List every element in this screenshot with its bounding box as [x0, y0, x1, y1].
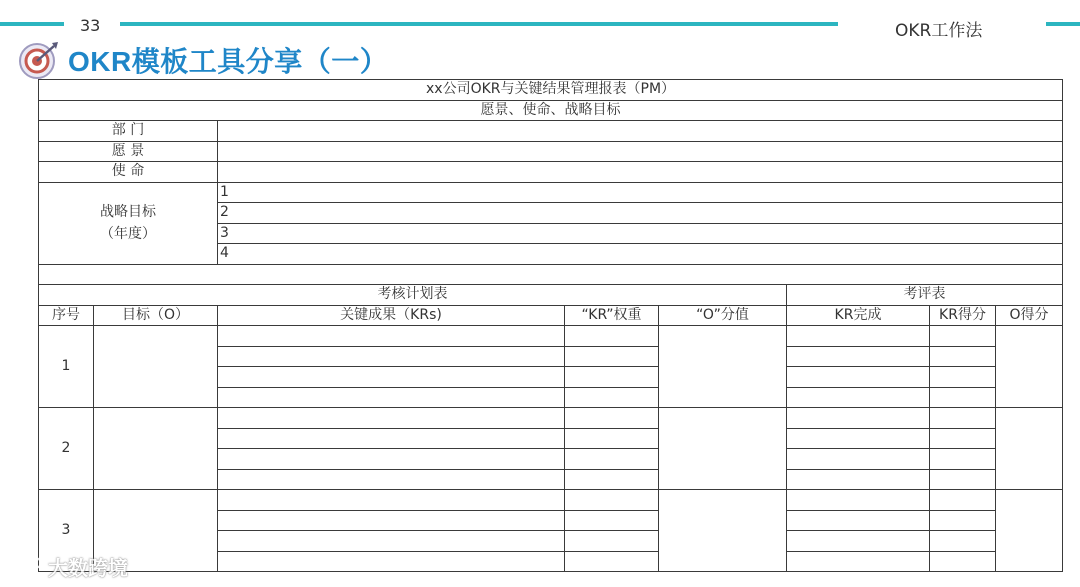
kr-weight-cell[interactable]	[565, 428, 659, 449]
key-result-cell[interactable]	[218, 367, 565, 388]
kr-weight-cell[interactable]	[565, 510, 659, 531]
header-line-right	[1046, 22, 1080, 26]
kr-weight-cell[interactable]	[565, 326, 659, 347]
col-header-o-value: “O”分值	[659, 305, 787, 326]
watermark	[8, 552, 128, 581]
kr-weight-cell[interactable]	[565, 367, 659, 388]
kr-score-cell[interactable]	[930, 326, 996, 347]
kr-score-cell[interactable]	[930, 387, 996, 408]
col-header-o-score: O得分	[996, 305, 1063, 326]
vision-cell[interactable]	[218, 141, 1063, 162]
strategy-row[interactable]: 1	[218, 182, 1063, 203]
kr-completion-cell[interactable]	[787, 346, 930, 367]
header-line-left	[0, 22, 64, 26]
o-score-cell[interactable]	[996, 490, 1063, 572]
header-line-middle	[120, 22, 838, 26]
kr-completion-cell[interactable]	[787, 367, 930, 388]
watermark-logo-icon	[8, 555, 44, 579]
dept-label: 部 门	[39, 121, 218, 142]
kr-score-cell[interactable]	[930, 346, 996, 367]
watermark-text: 大数跨境	[48, 556, 128, 580]
o-score-cell[interactable]	[996, 326, 1063, 408]
strategy-label	[39, 182, 218, 264]
col-header-key-results: 关键成果（KRs)	[218, 305, 565, 326]
strategy-row[interactable]: 2	[218, 203, 1063, 224]
okr-report-table	[38, 79, 1063, 572]
key-result-cell[interactable]	[218, 387, 565, 408]
group-index: 2	[39, 408, 94, 490]
mission-cell[interactable]	[218, 162, 1063, 183]
kr-weight-cell[interactable]	[565, 531, 659, 552]
slide-title: OKR模板工具分享（一）	[68, 46, 389, 77]
key-result-cell[interactable]	[218, 428, 565, 449]
col-header-kr-score: KR得分	[930, 305, 996, 326]
kr-completion-cell[interactable]	[787, 449, 930, 470]
key-result-cell[interactable]	[218, 510, 565, 531]
col-header-kr-completion: KR完成	[787, 305, 930, 326]
o-value-cell[interactable]	[659, 490, 787, 572]
objective-cell[interactable]	[94, 408, 218, 490]
kr-completion-cell[interactable]	[787, 469, 930, 490]
kr-score-cell[interactable]	[930, 510, 996, 531]
okr-groups	[39, 326, 1063, 572]
col-header-kr-weight: “KR”权重	[565, 305, 659, 326]
kr-row	[39, 326, 1063, 347]
objective-cell[interactable]	[94, 326, 218, 408]
key-result-cell[interactable]	[218, 490, 565, 511]
kr-weight-cell[interactable]	[565, 346, 659, 367]
strategy-label-line1: 战略目标	[100, 204, 156, 220]
strategy-row[interactable]: 4	[218, 244, 1063, 265]
kr-score-cell[interactable]	[930, 449, 996, 470]
kr-score-cell[interactable]	[930, 367, 996, 388]
kr-weight-cell[interactable]	[565, 408, 659, 429]
kr-row	[39, 408, 1063, 429]
group-index: 3	[39, 490, 94, 572]
strategy-label-line2: （年度）	[100, 226, 156, 242]
kr-weight-cell[interactable]	[565, 490, 659, 511]
key-result-cell[interactable]	[218, 408, 565, 429]
mission-label: 使 命	[39, 162, 218, 183]
o-value-cell[interactable]	[659, 326, 787, 408]
title-row	[16, 40, 388, 80]
kr-weight-cell[interactable]	[565, 469, 659, 490]
kr-weight-cell[interactable]	[565, 449, 659, 470]
kr-row	[39, 490, 1063, 511]
key-result-cell[interactable]	[218, 551, 565, 572]
kr-score-cell[interactable]	[930, 490, 996, 511]
kr-score-cell[interactable]	[930, 428, 996, 449]
kr-completion-cell[interactable]	[787, 387, 930, 408]
header-tag: OKR工作法	[895, 21, 983, 41]
col-header-objective: 目标（O）	[94, 305, 218, 326]
kr-weight-cell[interactable]	[565, 387, 659, 408]
col-header-index: 序号	[39, 305, 94, 326]
kr-score-cell[interactable]	[930, 531, 996, 552]
kr-completion-cell[interactable]	[787, 490, 930, 511]
kr-completion-cell[interactable]	[787, 531, 930, 552]
kr-completion-cell[interactable]	[787, 326, 930, 347]
vision-label: 愿 景	[39, 141, 218, 162]
target-icon	[16, 40, 60, 80]
page-number: 33	[80, 16, 101, 35]
kr-score-cell[interactable]	[930, 408, 996, 429]
o-value-cell[interactable]	[659, 408, 787, 490]
kr-score-cell[interactable]	[930, 469, 996, 490]
o-score-cell[interactable]	[996, 408, 1063, 490]
key-result-cell[interactable]	[218, 469, 565, 490]
strategy-row[interactable]: 3	[218, 223, 1063, 244]
eval-header: 考评表	[787, 285, 1063, 306]
kr-completion-cell[interactable]	[787, 510, 930, 531]
key-result-cell[interactable]	[218, 326, 565, 347]
kr-completion-cell[interactable]	[787, 551, 930, 572]
kr-completion-cell[interactable]	[787, 408, 930, 429]
report-title: xx公司OKR与关键结果管理报表（PM）	[39, 80, 1063, 101]
plan-header: 考核计划表	[39, 285, 787, 306]
key-result-cell[interactable]	[218, 449, 565, 470]
spacer-row	[39, 264, 1063, 285]
key-result-cell[interactable]	[218, 531, 565, 552]
kr-score-cell[interactable]	[930, 551, 996, 572]
dept-cell[interactable]	[218, 121, 1063, 142]
group-index: 1	[39, 326, 94, 408]
key-result-cell[interactable]	[218, 346, 565, 367]
kr-completion-cell[interactable]	[787, 428, 930, 449]
kr-weight-cell[interactable]	[565, 551, 659, 572]
vision-header: 愿景、使命、战略目标	[39, 100, 1063, 121]
